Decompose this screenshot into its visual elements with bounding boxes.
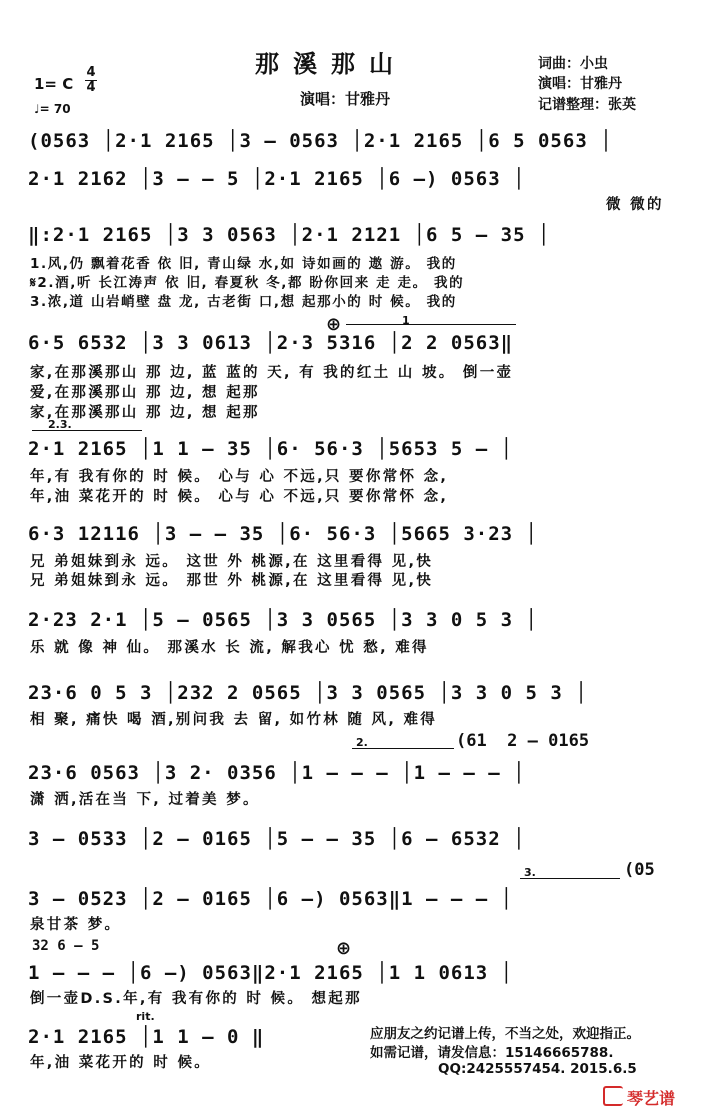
- notes-line: 3 — 0523 │2 — 0165 │6 —) 0563‖1 — — — │: [28, 888, 514, 910]
- rit-mark: rit.: [136, 1010, 155, 1023]
- lyric-line: 泉甘茶 梦。: [30, 917, 122, 933]
- interlude-notes-2: (05: [624, 860, 655, 880]
- credit-singer: 演唱：甘雅丹: [538, 76, 622, 92]
- lyric-line-verse-2: 𝄋2.酒,听 长江涛声 依 旧, 春夏秋 冬,都 盼你回来 走 走。 我的: [30, 275, 465, 291]
- notes-line: 2·1 2165 │1 1 — 0 ‖: [28, 1026, 265, 1048]
- volta-3-label: 3.: [524, 866, 536, 879]
- lyric-line-verse-2: 爱,在那溪那山 那 边, 想 起那: [30, 385, 260, 401]
- grace-notes: 32 6 — 5: [32, 938, 100, 954]
- lyric-line: 潇 洒,活在当 下, 过着美 梦。: [30, 792, 260, 808]
- logo-text: 琴艺谱: [627, 1089, 676, 1108]
- lyric-line-verse-1: 年,有 我有你的 时 候。 心与 心 不远,只 要你常怀 念,: [30, 469, 449, 485]
- lyric-line-verse-3: 家,在那溪那山 那 边, 想 起那: [30, 405, 260, 421]
- coda-symbol-2: ⊕: [336, 938, 352, 959]
- volta-1-label: 1: [402, 314, 410, 327]
- notes-line: 23·6 0 5 3 │232 2 0565 │3 3 0565 │3 3 0 5 3 │: [28, 682, 588, 704]
- meter-bottom: 4: [86, 80, 96, 95]
- lyric-line: 年,油 菜花开的 时 候。: [30, 1055, 212, 1071]
- notes-line: (0563 │2·1 2165 │3 — 0563 │2·1 2165 │6 5 0563 │: [28, 130, 613, 152]
- lyric-line-verse-3: 3.浓,道 山岩峭壁 盘 龙, 古老街 口,想 起那小的 时 候。 我的: [30, 294, 457, 310]
- watermark-logo: [603, 1085, 689, 1107]
- credit-transcriber: 记谱整理：张英: [538, 97, 636, 113]
- lyric-line-verse-1: 兄 弟姐妹到永 远。 这世 外 桃源,在 这里看得 见,快: [30, 554, 434, 570]
- lyric-line: 乐 就 像 神 仙。 那溪水 长 流, 解我心 忧 愁, 难得: [30, 640, 429, 656]
- lyric-line-verse-1: 家,在那溪那山 那 边, 蓝 蓝的 天, 有 我的红土 山 坡。 倒一壶: [30, 365, 514, 381]
- interlude-notes: (61 2 — 0165: [456, 731, 590, 751]
- notice-line-2: 如需记谱，请发信息：15146665788.: [370, 1045, 614, 1061]
- lyric-line: 倒一壶D.S.年,有 我有你的 时 候。 想起那: [30, 991, 362, 1007]
- notes-line: 2·23 2·1 │5 — 0565 │3 3 0565 │3 3 0 5 3 │: [28, 609, 538, 631]
- volta-2-label: 2.: [356, 736, 368, 749]
- notes-line: 2·1 2162 │3 — — 5 │2·1 2165 │6 —) 0563 │: [28, 168, 526, 190]
- lyric-line: 相 聚, 痛快 喝 酒,别问我 去 留, 如竹林 随 风, 难得: [30, 712, 438, 728]
- page-title: 那溪那山: [255, 50, 407, 78]
- lyric-line-verse-1: 1.风,仍 飘着花香 依 旧, 青山绿 水,如 诗如画的 遨 游。 我的: [30, 256, 457, 272]
- notes-line: ‖:2·1 2165 │3 3 0563 │2·1 2121 │6 5 — 35 │: [28, 224, 551, 246]
- notes-line: 2·1 2165 │1 1 — 35 │6· 56·3 │5653 5 — │: [28, 438, 514, 460]
- lyric-line-verse-2: 年,油 菜花开的 时 候。 心与 心 不远,只 要你常怀 念,: [30, 489, 449, 505]
- notes-line: 6·3 12116 │3 — — 35 │6· 56·3 │5665 3·23 │: [28, 523, 538, 545]
- singer-center: 演唱：甘雅丹: [300, 90, 391, 108]
- logo-icon: [603, 1086, 623, 1106]
- coda-symbol: ⊕: [326, 314, 342, 335]
- meter-top: 4: [86, 65, 96, 80]
- notes-line: 1 — — — │6 —) 0563‖2·1 2165 │1 1 0613 │: [28, 962, 514, 984]
- tempo-mark: ♩= 70: [34, 102, 71, 116]
- notice-line-3: QQ:2425557454. 2015.6.5: [438, 1061, 637, 1077]
- notes-line: 6·5 6532 │3 3 0613 │2·3 5316 │2 2 0563‖: [28, 332, 514, 354]
- notes-line: 3 — 0533 │2 — 0165 │5 — — 35 │6 — 6532 │: [28, 828, 526, 850]
- volta-23-label: 2.3.: [48, 418, 72, 431]
- notice-line-1: 应朋友之约记谱上传，不当之处，欢迎指正。: [370, 1026, 640, 1042]
- volta-1-bracket: [346, 324, 516, 325]
- lyric-line-verse-2: 兄 弟姐妹到永 远。 那世 外 桃源,在 这里看得 见,快: [30, 573, 434, 589]
- credit-composer: 词曲：小虫: [538, 56, 608, 72]
- key-signature: 1= C: [34, 75, 74, 93]
- notes-line: 23·6 0563 │3 2· 0356 │1 — — — │1 — — — │: [28, 762, 526, 784]
- time-signature: [85, 66, 97, 95]
- lyric-line: 微 微的: [606, 197, 664, 213]
